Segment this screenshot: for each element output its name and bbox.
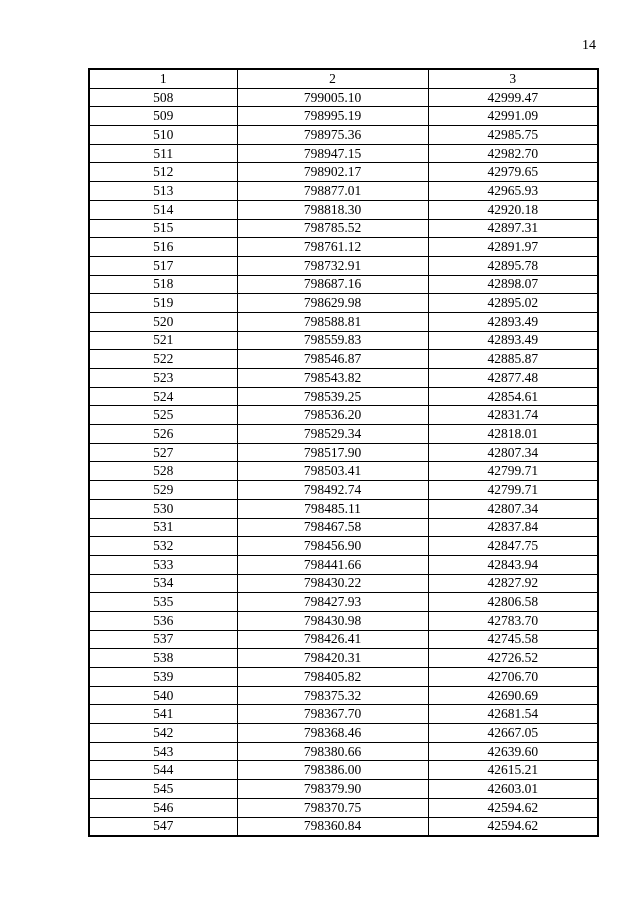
page-number: 14 bbox=[582, 38, 596, 53]
table-row bbox=[89, 499, 598, 518]
point-number-cell: 547 bbox=[89, 817, 237, 836]
point-number-cell: 525 bbox=[89, 406, 237, 425]
x-coordinate-cell: 798380.66 bbox=[237, 742, 428, 761]
table-row bbox=[89, 182, 598, 201]
point-number-cell: 516 bbox=[89, 238, 237, 257]
y-coordinate-cell: 42979.65 bbox=[428, 163, 598, 182]
x-coordinate-cell: 798546.87 bbox=[237, 350, 428, 369]
table-row bbox=[89, 219, 598, 238]
point-number-cell: 546 bbox=[89, 798, 237, 817]
y-coordinate-cell: 42799.71 bbox=[428, 462, 598, 481]
y-coordinate-cell: 42831.74 bbox=[428, 406, 598, 425]
table-row bbox=[89, 107, 598, 126]
x-coordinate-cell: 798588.81 bbox=[237, 312, 428, 331]
point-number-cell: 537 bbox=[89, 630, 237, 649]
point-number-cell: 530 bbox=[89, 499, 237, 518]
x-coordinate-cell: 798367.70 bbox=[237, 705, 428, 724]
y-coordinate-cell: 42854.61 bbox=[428, 387, 598, 406]
x-coordinate-cell: 798375.32 bbox=[237, 686, 428, 705]
table-body bbox=[89, 88, 598, 836]
y-coordinate-cell: 42898.07 bbox=[428, 275, 598, 294]
point-number-cell: 512 bbox=[89, 163, 237, 182]
y-coordinate-cell: 42965.93 bbox=[428, 182, 598, 201]
table-row bbox=[89, 798, 598, 817]
point-number-cell: 508 bbox=[89, 88, 237, 107]
table-row bbox=[89, 518, 598, 537]
point-number-cell: 532 bbox=[89, 537, 237, 556]
y-coordinate-cell: 42827.92 bbox=[428, 574, 598, 593]
table-row bbox=[89, 294, 598, 313]
y-coordinate-cell: 42745.58 bbox=[428, 630, 598, 649]
table-row bbox=[89, 443, 598, 462]
y-coordinate-cell: 42690.69 bbox=[428, 686, 598, 705]
point-number-cell: 529 bbox=[89, 481, 237, 500]
point-number-cell: 538 bbox=[89, 649, 237, 668]
table-row bbox=[89, 724, 598, 743]
table-row bbox=[89, 705, 598, 724]
point-number-cell: 531 bbox=[89, 518, 237, 537]
table-row bbox=[89, 686, 598, 705]
table-row bbox=[89, 780, 598, 799]
table-row bbox=[89, 817, 598, 836]
y-coordinate-cell: 42891.97 bbox=[428, 238, 598, 257]
table-row bbox=[89, 200, 598, 219]
x-coordinate-cell: 798902.17 bbox=[237, 163, 428, 182]
y-coordinate-cell: 42999.47 bbox=[428, 88, 598, 107]
table-row bbox=[89, 574, 598, 593]
point-number-cell: 518 bbox=[89, 275, 237, 294]
y-coordinate-cell: 42895.78 bbox=[428, 256, 598, 275]
y-coordinate-cell: 42681.54 bbox=[428, 705, 598, 724]
x-coordinate-cell: 798467.58 bbox=[237, 518, 428, 537]
x-coordinate-cell: 798370.75 bbox=[237, 798, 428, 817]
y-coordinate-cell: 42895.02 bbox=[428, 294, 598, 313]
x-coordinate-cell: 798975.36 bbox=[237, 126, 428, 145]
y-coordinate-cell: 42897.31 bbox=[428, 219, 598, 238]
table-row bbox=[89, 144, 598, 163]
coordinates-table bbox=[88, 68, 599, 837]
x-coordinate-cell: 798492.74 bbox=[237, 481, 428, 500]
column-header-3: 3 bbox=[428, 69, 598, 88]
y-coordinate-cell: 42885.87 bbox=[428, 350, 598, 369]
table-row bbox=[89, 256, 598, 275]
point-number-cell: 527 bbox=[89, 443, 237, 462]
table-row bbox=[89, 593, 598, 612]
y-coordinate-cell: 42706.70 bbox=[428, 668, 598, 687]
table-row bbox=[89, 275, 598, 294]
table-row bbox=[89, 555, 598, 574]
x-coordinate-cell: 798379.90 bbox=[237, 780, 428, 799]
x-coordinate-cell: 798405.82 bbox=[237, 668, 428, 687]
point-number-cell: 515 bbox=[89, 219, 237, 238]
x-coordinate-cell: 798360.84 bbox=[237, 817, 428, 836]
y-coordinate-cell: 42985.75 bbox=[428, 126, 598, 145]
x-coordinate-cell: 798732.91 bbox=[237, 256, 428, 275]
table-row bbox=[89, 387, 598, 406]
point-number-cell: 539 bbox=[89, 668, 237, 687]
y-coordinate-cell: 42982.70 bbox=[428, 144, 598, 163]
point-number-cell: 509 bbox=[89, 107, 237, 126]
point-number-cell: 522 bbox=[89, 350, 237, 369]
x-coordinate-cell: 798785.52 bbox=[237, 219, 428, 238]
y-coordinate-cell: 42893.49 bbox=[428, 331, 598, 350]
point-number-cell: 544 bbox=[89, 761, 237, 780]
table-row bbox=[89, 481, 598, 500]
table-row bbox=[89, 163, 598, 182]
table-row bbox=[89, 649, 598, 668]
table-row bbox=[89, 369, 598, 388]
table-row bbox=[89, 406, 598, 425]
x-coordinate-cell: 798517.90 bbox=[237, 443, 428, 462]
point-number-cell: 535 bbox=[89, 593, 237, 612]
x-coordinate-cell: 798485.11 bbox=[237, 499, 428, 518]
y-coordinate-cell: 42783.70 bbox=[428, 611, 598, 630]
point-number-cell: 511 bbox=[89, 144, 237, 163]
point-number-cell: 542 bbox=[89, 724, 237, 743]
table-row bbox=[89, 611, 598, 630]
x-coordinate-cell: 798818.30 bbox=[237, 200, 428, 219]
y-coordinate-cell: 42843.94 bbox=[428, 555, 598, 574]
point-number-cell: 528 bbox=[89, 462, 237, 481]
point-number-cell: 526 bbox=[89, 425, 237, 444]
x-coordinate-cell: 798441.66 bbox=[237, 555, 428, 574]
table-row bbox=[89, 742, 598, 761]
x-coordinate-cell: 798430.22 bbox=[237, 574, 428, 593]
point-number-cell: 534 bbox=[89, 574, 237, 593]
table-row bbox=[89, 350, 598, 369]
y-coordinate-cell: 42920.18 bbox=[428, 200, 598, 219]
x-coordinate-cell: 798629.98 bbox=[237, 294, 428, 313]
point-number-cell: 524 bbox=[89, 387, 237, 406]
table-row bbox=[89, 537, 598, 556]
y-coordinate-cell: 42594.62 bbox=[428, 817, 598, 836]
x-coordinate-cell: 798687.16 bbox=[237, 275, 428, 294]
x-coordinate-cell: 798386.00 bbox=[237, 761, 428, 780]
x-coordinate-cell: 799005.10 bbox=[237, 88, 428, 107]
y-coordinate-cell: 42726.52 bbox=[428, 649, 598, 668]
y-coordinate-cell: 42807.34 bbox=[428, 499, 598, 518]
column-header-2: 2 bbox=[237, 69, 428, 88]
point-number-cell: 517 bbox=[89, 256, 237, 275]
table-row bbox=[89, 126, 598, 145]
x-coordinate-cell: 798947.15 bbox=[237, 144, 428, 163]
point-number-cell: 520 bbox=[89, 312, 237, 331]
table-header bbox=[89, 69, 598, 88]
x-coordinate-cell: 798420.31 bbox=[237, 649, 428, 668]
x-coordinate-cell: 798559.83 bbox=[237, 331, 428, 350]
x-coordinate-cell: 798430.98 bbox=[237, 611, 428, 630]
x-coordinate-cell: 798761.12 bbox=[237, 238, 428, 257]
y-coordinate-cell: 42603.01 bbox=[428, 780, 598, 799]
y-coordinate-cell: 42806.58 bbox=[428, 593, 598, 612]
y-coordinate-cell: 42991.09 bbox=[428, 107, 598, 126]
point-number-cell: 523 bbox=[89, 369, 237, 388]
x-coordinate-cell: 798529.34 bbox=[237, 425, 428, 444]
x-coordinate-cell: 798877.01 bbox=[237, 182, 428, 201]
x-coordinate-cell: 798543.82 bbox=[237, 369, 428, 388]
x-coordinate-cell: 798536.20 bbox=[237, 406, 428, 425]
point-number-cell: 510 bbox=[89, 126, 237, 145]
table-row bbox=[89, 425, 598, 444]
table-row bbox=[89, 668, 598, 687]
x-coordinate-cell: 798427.93 bbox=[237, 593, 428, 612]
x-coordinate-cell: 798503.41 bbox=[237, 462, 428, 481]
x-coordinate-cell: 798539.25 bbox=[237, 387, 428, 406]
y-coordinate-cell: 42893.49 bbox=[428, 312, 598, 331]
point-number-cell: 533 bbox=[89, 555, 237, 574]
y-coordinate-cell: 42847.75 bbox=[428, 537, 598, 556]
y-coordinate-cell: 42818.01 bbox=[428, 425, 598, 444]
table-row bbox=[89, 331, 598, 350]
x-coordinate-cell: 798368.46 bbox=[237, 724, 428, 743]
point-number-cell: 545 bbox=[89, 780, 237, 799]
y-coordinate-cell: 42667.05 bbox=[428, 724, 598, 743]
x-coordinate-cell: 798456.90 bbox=[237, 537, 428, 556]
column-header-1: 1 bbox=[89, 69, 237, 88]
y-coordinate-cell: 42594.62 bbox=[428, 798, 598, 817]
y-coordinate-cell: 42799.71 bbox=[428, 481, 598, 500]
point-number-cell: 536 bbox=[89, 611, 237, 630]
point-number-cell: 541 bbox=[89, 705, 237, 724]
x-coordinate-cell: 798426.41 bbox=[237, 630, 428, 649]
table-row bbox=[89, 761, 598, 780]
table-row bbox=[89, 630, 598, 649]
table-row bbox=[89, 238, 598, 257]
point-number-cell: 543 bbox=[89, 742, 237, 761]
point-number-cell: 521 bbox=[89, 331, 237, 350]
table-row bbox=[89, 88, 598, 107]
header-row bbox=[89, 69, 598, 88]
table-row bbox=[89, 462, 598, 481]
y-coordinate-cell: 42639.60 bbox=[428, 742, 598, 761]
point-number-cell: 540 bbox=[89, 686, 237, 705]
y-coordinate-cell: 42877.48 bbox=[428, 369, 598, 388]
y-coordinate-cell: 42615.21 bbox=[428, 761, 598, 780]
y-coordinate-cell: 42837.84 bbox=[428, 518, 598, 537]
point-number-cell: 514 bbox=[89, 200, 237, 219]
y-coordinate-cell: 42807.34 bbox=[428, 443, 598, 462]
table-row bbox=[89, 312, 598, 331]
x-coordinate-cell: 798995.19 bbox=[237, 107, 428, 126]
point-number-cell: 513 bbox=[89, 182, 237, 201]
point-number-cell: 519 bbox=[89, 294, 237, 313]
